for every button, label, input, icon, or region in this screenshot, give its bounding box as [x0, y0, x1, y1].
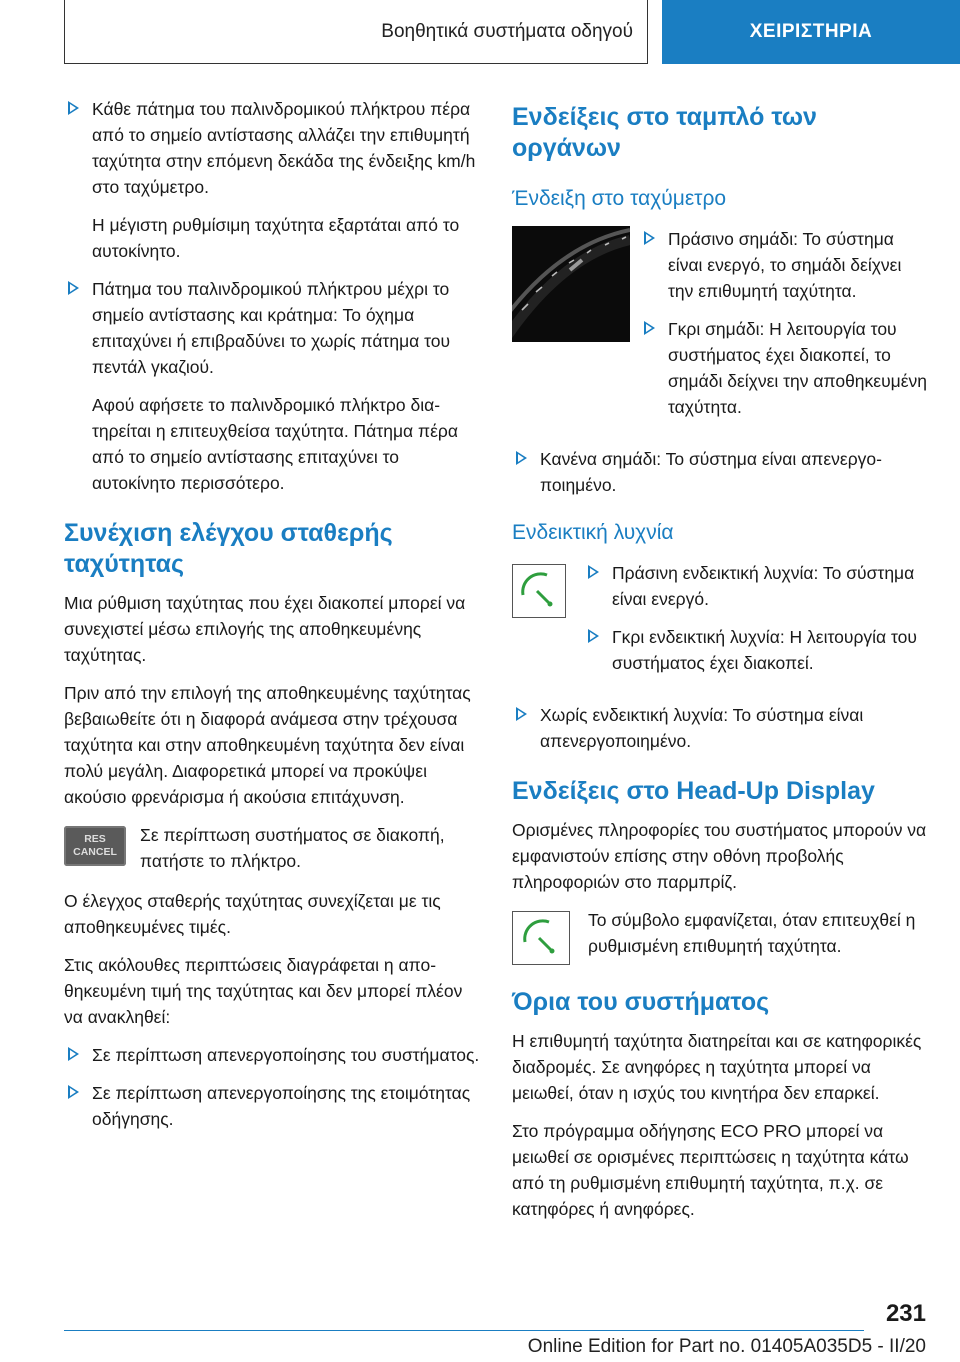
bullet-arrow-icon	[588, 565, 599, 579]
note: Αφού αφήσετε το παλινδρομικό πλήκτρο διατηρείται η επιτευχθείσα ταχύτητα. Πάτημα πέρα από το σημείο αντίστασης επιταχύνει το αυτοκίνητο περισσότερο.	[92, 395, 458, 493]
bullet-arrow-icon	[516, 451, 527, 465]
list-item: Πράσινο σημάδι: Το σύστημα είναι ενεργό, το σημάδι δείχνει την επιθυμητή ταχύτητα.	[640, 226, 928, 304]
page-number: 231	[885, 1300, 926, 1327]
running-header-chapter	[662, 0, 960, 64]
paragraph: Ο έλεγχος σταθερής ταχύτητας συνεχίζεται με τις αποθηκευμένες τιμές.	[64, 891, 441, 937]
paragraph: Μια ρύθμιση ταχύτητας που έχει διακοπεί μπορεί να συνεχιστεί μέσω επιλογής της αποθηκευμένης ταχύτητας.	[64, 593, 466, 665]
paragraph: Πριν από την επιλογή της αποθηκευμένης ταχύτητας βεβαιωθείτε ότι η διαφορά ανάμεσα στην τρέχουσα ταχύτητα και στην αποθηκευμένη ταχύτητα δεν είναι πολύ μεγάλη. Διαφορετικά μπορεί να προκύψει ακούσιο φρενάρισμα ή ακούσια επιτάχυνση.	[64, 683, 471, 807]
speedometer-image	[512, 226, 630, 342]
speedometer-bullets	[640, 226, 928, 432]
bullet-arrow-icon	[644, 321, 655, 335]
bullet-arrow-icon	[68, 281, 79, 295]
cruise-control-lamp-icon	[512, 564, 566, 618]
bullet-arrow-icon	[68, 1085, 79, 1099]
list-item: Κάθε πάτημα του παλινδρομικού πλήκτρου πέρα από το σημείο αντίστασης αλλάζει την επιθυμητή ταχύτητα στην επόμενη δεκάδα της ένδειξης km/h στο ταχύμετρο.	[64, 96, 482, 200]
list-item: Πάτημα του παλινδρομικού πλήκτρου μέχρι το σημείο αντίστασης και κράτημα: Το όχημα επιταχύνει ή επιβραδύνει το χωρίς πάτημα του πεντάλ γκαζιού.	[64, 276, 482, 380]
list-item: Χωρίς ενδεικτική λυχνία: Το σύστημα είναι απενεργοποιημένο.	[512, 702, 928, 754]
bullet-arrow-icon	[68, 101, 79, 115]
list-item: Πράσινη ενδεικτική λυχνία: Το σύστημα είναι ενεργό.	[584, 560, 928, 612]
running-header-section	[64, 0, 648, 64]
hud-cruise-symbol-icon	[512, 911, 570, 965]
paragraph: Η επιθυμητή ταχύτητα διατηρείται και σε κατηφορικές διαδρομές. Σε ανηφόρες η ταχύτητα μπορεί να μειωθεί, όταν η ισχύς του κινητήρα δεν επαρκεί.	[512, 1031, 922, 1103]
heading-speedometer: Ένδειξη στο ταχύμετρο	[512, 187, 727, 210]
heading-system-limits: Όρια του συστήματος	[512, 988, 770, 1016]
heading-continue: Συνέχιση ελέγχου σταθερής ταχύτητας	[64, 519, 393, 578]
bullet-arrow-icon	[588, 629, 599, 643]
heading-hud: Ενδείξεις στο Head-Up Display	[512, 777, 875, 805]
paragraph: Στις ακόλουθες περιπτώσεις διαγράφεται η αποθηκευμένη τιμή της ταχύτητας και δεν μπορεί πλέον να ανακληθεί:	[64, 955, 463, 1027]
section-title: Βοηθητικά συστήματα οδηγού	[381, 20, 633, 42]
chapter-title: ΧΕΙΡΙΣΤΗΡΙΑ	[749, 21, 873, 42]
right-column	[512, 96, 928, 1234]
res-cancel-row	[64, 822, 482, 874]
note: Η μέγιστη ρυθμίσιμη ταχύτητα εξαρτάται από το αυτοκίνητο.	[92, 215, 460, 261]
list-item: Σε περίπτωση απενεργοποίησης του συστήματος.	[64, 1042, 482, 1068]
list-item: Γκρι σημάδι: Η λειτουργία του συστήματος έχει διακοπεί, το σημάδι δείχνει την αποθηκευμένη ταχύτητα.	[640, 316, 928, 420]
left-column	[64, 96, 482, 1144]
list-item: Κανένα σημάδι: Το σύστημα είναι απενεργοποιημένο.	[512, 446, 928, 498]
res-cancel-button-icon: RES CANCEL	[64, 826, 126, 866]
footer-edition: Online Edition for Part no. 01405A035D5 - II/20	[527, 1336, 926, 1357]
bullet-arrow-icon	[644, 231, 655, 245]
footer-divider	[64, 1330, 864, 1331]
paragraph: Στο πρόγραμμα οδήγησης ECO PRO μπορεί να μειωθεί σε ορισμένες περιπτώσεις η ταχύτητα κάτω από τη ρυθμισμένη επιθυμητή ταχύτητα, π.χ. σε κατηφόρες ή ανηφόρες.	[512, 1121, 909, 1219]
indicator-lamp-row	[512, 560, 928, 688]
hud-icon-row	[512, 907, 928, 965]
paragraph: Ορισμένες πληροφορίες του συστήματος μπορούν να εμφανιστούν επίσης στην οθόνη προβολής πληροφοριών στο παρμπρίζ.	[512, 820, 927, 892]
bullet-arrow-icon	[516, 707, 527, 721]
bullet-arrow-icon	[68, 1047, 79, 1061]
hud-icon-text: Το σύμβολο εμφανίζεται, όταν επιτευχθεί η ρυθμισμένη επιθυμητή ταχύτητα.	[588, 910, 916, 956]
heading-dashboard: Ενδείξεις στο ταμπλό των οργάνων	[512, 103, 817, 162]
speedometer-row	[512, 226, 928, 432]
list-item: Γκρι ενδεικτική λυχνία: Η λειτουργία του συστήματος έχει διακοπεί.	[584, 624, 928, 676]
list-item: Σε περίπτωση απενεργοποίησης της ετοιμότητας οδήγησης.	[64, 1080, 482, 1132]
res-cancel-text: Σε περίπτωση συστήματος σε διακοπή, πατήστε το πλήκτρο.	[140, 825, 445, 871]
indicator-lamp-bullets	[584, 560, 928, 688]
heading-indicator-lamp: Ενδεικτική λυχνία	[512, 521, 674, 544]
